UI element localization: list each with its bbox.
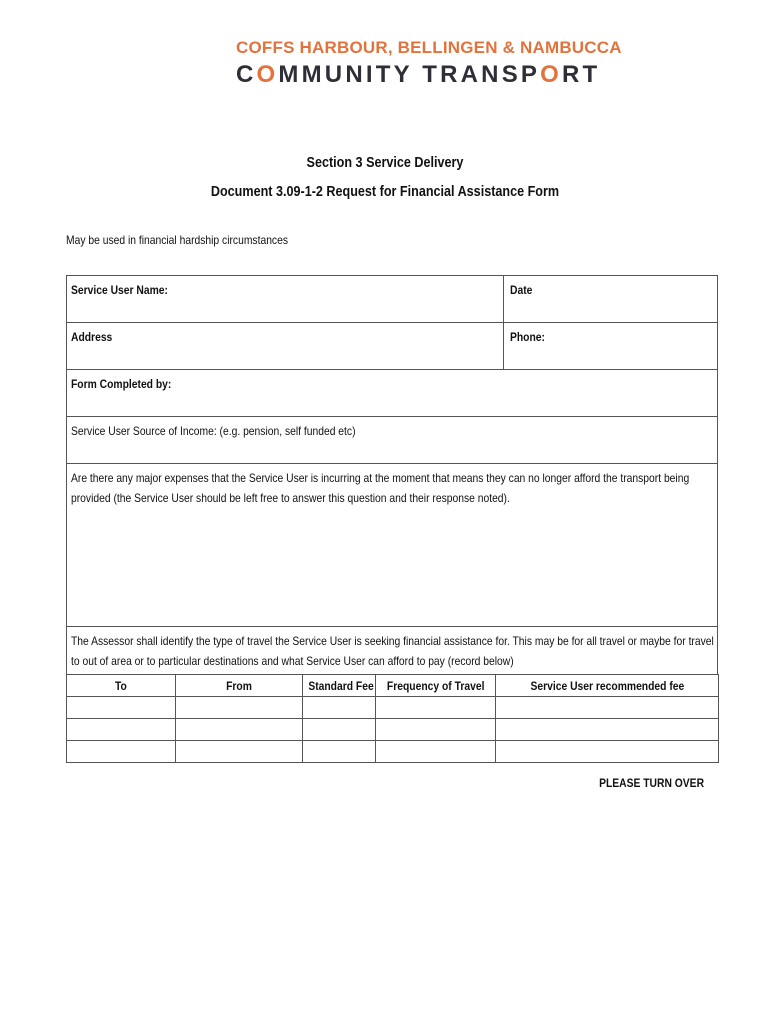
form-completed-by-field[interactable] — [67, 370, 717, 417]
from-cell[interactable] — [176, 697, 303, 719]
section-title: Section 3 Service Delivery — [306, 154, 464, 171]
to-cell[interactable] — [67, 741, 176, 763]
col-header-from: From — [176, 675, 303, 697]
travel-table-header — [67, 675, 719, 697]
recommended-fee-cell[interactable] — [496, 697, 719, 719]
document-title: Document 3.09-1-2 Request for Financial Assistance Form — [210, 183, 560, 200]
address-label: Address — [71, 330, 113, 344]
please-turn-over: PLEASE TURN OVER — [599, 776, 704, 790]
to-cell[interactable] — [67, 719, 176, 741]
standard-fee-cell[interactable] — [303, 719, 376, 741]
table-row — [67, 719, 719, 741]
logo-line-1: COFFS HARBOUR, BELLINGEN & NAMBUCCA — [236, 38, 622, 57]
to-cell[interactable] — [67, 697, 176, 719]
logo-line-2: COMMUNITY TRANSPORT — [236, 61, 601, 88]
travel-table — [66, 674, 719, 763]
address-field[interactable] — [67, 323, 504, 369]
major-expenses-field[interactable] — [67, 464, 717, 627]
income-source-label: Service User Source of Income: (e.g. pension, self funded etc) — [71, 424, 356, 438]
service-user-name-field[interactable] — [67, 276, 504, 322]
table-row — [67, 697, 719, 719]
address-phone-row — [67, 323, 717, 370]
usage-note: May be used in financial hardship circumstances — [66, 233, 289, 247]
frequency-cell[interactable] — [376, 719, 496, 741]
major-expenses-question: Are there any major expenses that the Service User is incurring at the moment that means they can no longer afford the transport being provided (the Service User should be left free to answer this question and their response noted). — [71, 471, 690, 505]
from-cell[interactable] — [176, 741, 303, 763]
col-header-recommended-fee: Service User recommended fee — [496, 675, 719, 697]
form-completed-by-label: Form Completed by: — [71, 377, 172, 391]
frequency-cell[interactable] — [376, 697, 496, 719]
standard-fee-cell[interactable] — [303, 741, 376, 763]
col-header-frequency: Frequency of Travel — [376, 675, 496, 697]
col-header-standard-fee: Standard Fee — [303, 675, 376, 697]
recommended-fee-cell[interactable] — [496, 741, 719, 763]
table-row — [67, 741, 719, 763]
assessor-instructions — [67, 627, 717, 674]
income-source-field[interactable] — [67, 417, 717, 464]
service-user-name-label: Service User Name: — [71, 283, 168, 297]
organisation-logo — [236, 38, 622, 90]
date-label: Date — [510, 283, 533, 297]
assessor-text: The Assessor shall identify the type of travel the Service User is seeking financial assistance for. This may be for all travel or maybe for travel to out of area or to particular destinations and what Service User can afford to pay (record below) — [71, 634, 714, 668]
name-date-row — [67, 276, 717, 323]
col-header-to: To — [67, 675, 176, 697]
assistance-form — [66, 275, 718, 675]
recommended-fee-cell[interactable] — [496, 719, 719, 741]
frequency-cell[interactable] — [376, 741, 496, 763]
standard-fee-cell[interactable] — [303, 697, 376, 719]
phone-label: Phone: — [510, 330, 545, 344]
from-cell[interactable] — [176, 719, 303, 741]
